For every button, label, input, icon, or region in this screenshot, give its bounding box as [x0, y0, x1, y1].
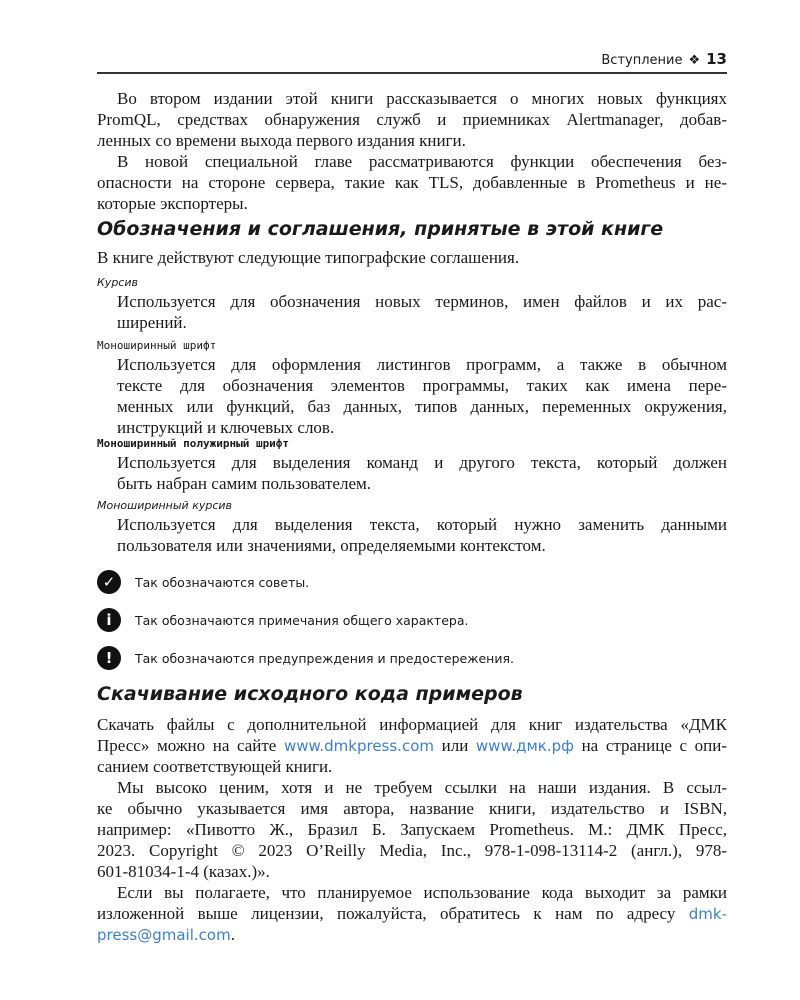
dmk-rf-link[interactable]: www.дмк.рф	[475, 737, 574, 755]
text-line: 601-81034-1-4 (казах.)».	[97, 862, 270, 881]
check-circle-icon: ✓	[97, 570, 121, 594]
text-line: Мы высоко ценим, хотя и не требуем ссылки на наши издания. В ссыл-	[117, 778, 727, 797]
text-line: тексте для обозначения элементов программы, таких как имена пере-	[117, 376, 727, 395]
text-line: ленных со времени выхода первого издания книги.	[97, 131, 466, 150]
text-line: Используется для выделения текста, который нужно заменить данными	[117, 515, 727, 534]
text: или	[441, 736, 469, 755]
exclamation-circle-icon: !	[97, 646, 121, 670]
text-line: Во втором издании этой книги рассказывается о многих новых функциях	[117, 89, 727, 108]
intro-paragraphs	[97, 88, 727, 214]
section-heading: Скачивание исходного кода примеров	[97, 683, 523, 705]
text-line: Если вы полагаете, что планируемое использование кода выходит за рамки	[117, 883, 727, 902]
running-header	[97, 50, 727, 68]
tip-note	[97, 570, 309, 594]
text-line: санием соответствующей книги.	[97, 757, 333, 776]
note-text: Так обозначаются советы.	[135, 574, 310, 590]
text-line: 2023. Copyright © 2023 O’Reilly Media, Inc., 978-1-098-13114-2 (англ.), 978-	[97, 841, 727, 860]
text-line: Скачать файлы с дополнительной информацией для книг издательства «ДМК	[97, 715, 727, 734]
text-line: опасности на стороне сервера, такие как TLS, добавленные в Prometheus и не-	[97, 173, 727, 192]
convention-item	[97, 275, 727, 333]
text: .	[230, 925, 235, 944]
text-line: Используется для обозначения новых терминов, имен файлов и их рас-	[117, 292, 727, 311]
text-line: Используется для оформления листингов программ, а также в обычном	[117, 355, 727, 374]
text: Пресс» можно на сайте	[97, 736, 277, 755]
text-line: ке обычно указывается имя автора, название книги, издательство и ISBN,	[97, 799, 727, 818]
term-label: Курсив	[97, 276, 138, 289]
text-line: пользователя или значениями, определяемыми контекстом.	[117, 536, 546, 555]
text-line: PromQL, средствах обнаружения служб и приемниках Alertmanager, добав-	[97, 110, 727, 129]
email-link[interactable]: press@gmail.com	[97, 926, 231, 944]
section-heading: Обозначения и соглашения, принятые в этой книге	[97, 218, 664, 240]
term-label: Моноширинный шрифт	[97, 339, 217, 352]
warning-note	[97, 646, 514, 670]
ornament-icon: ❖	[688, 53, 701, 68]
lead-text: В книге действуют следующие типографские соглашения.	[97, 248, 520, 267]
info-circle-icon: i	[97, 608, 121, 632]
convention-item	[97, 338, 727, 438]
info-note	[97, 608, 468, 632]
text: на странице с опи-	[581, 736, 728, 755]
page-number: 13	[706, 50, 727, 68]
text-line: Используется для выделения команд и другого текста, который должен	[117, 453, 727, 472]
text-line: ширений.	[117, 313, 187, 332]
text-line: которые экспортеры.	[97, 194, 248, 213]
download-paragraphs	[97, 714, 727, 945]
convention-item	[97, 436, 727, 494]
text-line: инструкций и ключевых слов.	[117, 418, 335, 437]
text-line: В новой специальной главе рассматриваются функции обеспечения без-	[117, 152, 727, 171]
note-text: Так обозначаются предупреждения и предостережения.	[135, 650, 514, 666]
header-rule	[97, 72, 727, 74]
term-label: Моноширинный курсив	[97, 499, 233, 512]
note-text: Так обозначаются примечания общего характера.	[135, 612, 469, 628]
email-link[interactable]: dmk-	[688, 905, 728, 923]
text-line: менных или функций, баз данных, типов данных, переменных окружения,	[117, 397, 727, 416]
section-title: Вступление	[601, 53, 683, 68]
text-line: например: «Пивотто Ж., Бразил Б. Запускаем Prometheus. М.: ДМК Пресс,	[97, 820, 727, 839]
convention-item	[97, 498, 727, 556]
text: изложенной выше лицензии, пожалуйста, обратитесь к нам по адресу	[97, 904, 676, 923]
dmkpress-link[interactable]: www.dmkpress.com	[283, 737, 434, 755]
text-line: быть набран самим пользователем.	[117, 474, 371, 493]
term-label: Моноширинный полужирный шрифт	[97, 437, 290, 450]
